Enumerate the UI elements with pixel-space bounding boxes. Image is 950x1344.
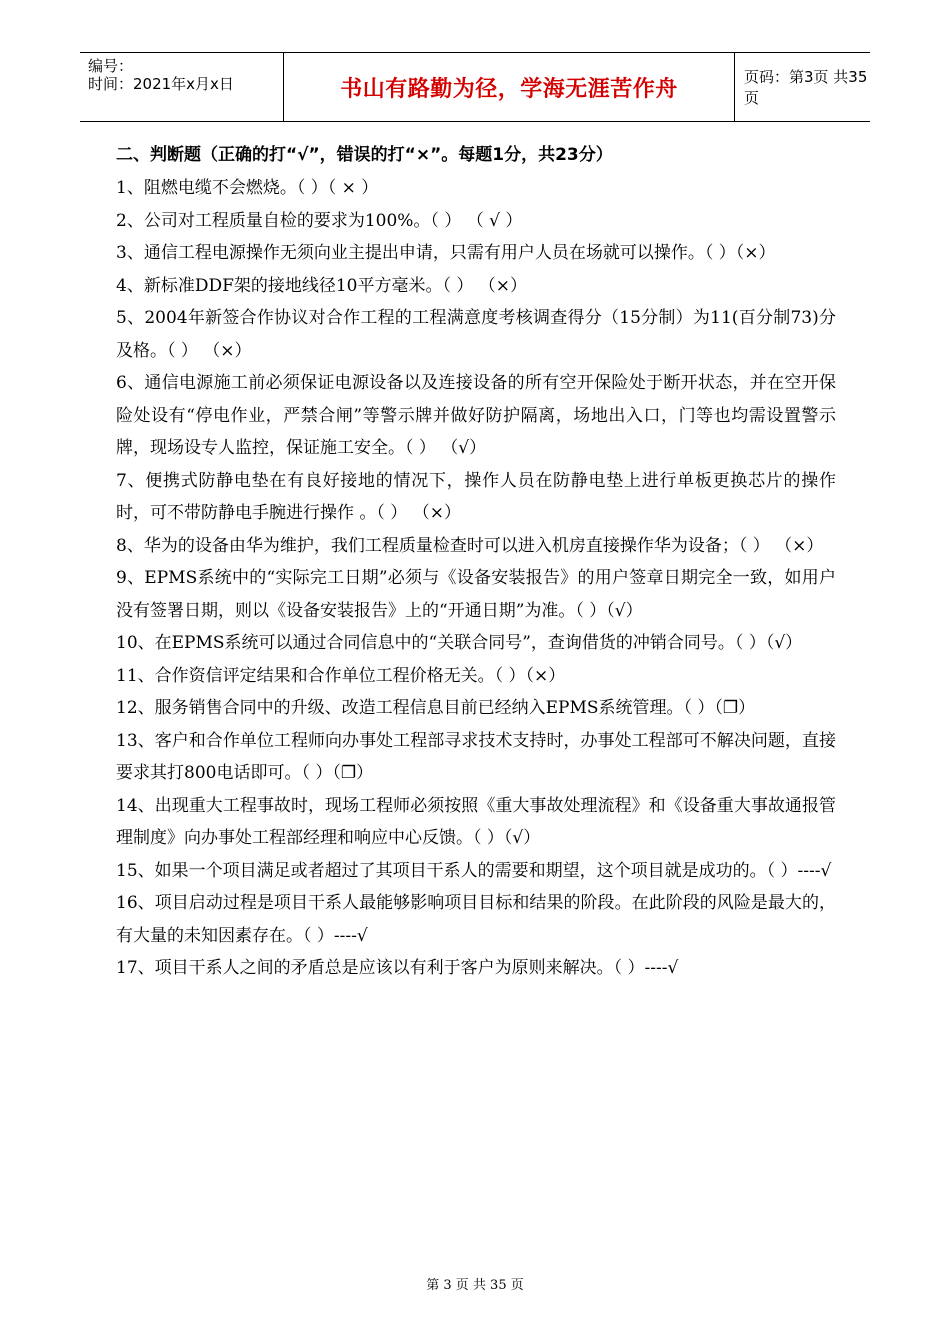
- question-item: 9、EPMS系统中的“实际完工日期”必须与《设备安装报告》的用户签章日期完全一致，如用户没有签署日期，则以《设备安装报告》上的“开通日期”为准。（ ）（√）: [116, 568, 836, 621]
- question-item: 14、出现重大工程事故时，现场工程师必须按照《重大事故处理流程》和《设备重大事故通报管理制度》向办事处工程部经理和响应中心反馈。（ ）（√）: [116, 795, 836, 848]
- header-motto-cell: [283, 53, 735, 121]
- header-meta-cell: [80, 53, 283, 121]
- section-title: 二、判断题（正确的打“√”，错误的打“×”。每题1分，共23分）: [116, 145, 613, 165]
- question-section: [116, 138, 836, 985]
- header-page-cell: [734, 53, 870, 121]
- question-item: 10、在EPMS系统可以通过合同信息中的“关联合同号”，查询借货的冲销合同号。（ ）（√）: [116, 633, 803, 653]
- question-item: 13、客户和合作单位工程师向办事处工程部寻求技术支持时，办事处工程部可不解决问题，直接要求其打800电话即可。（ ）（❐）: [116, 730, 836, 783]
- question-item: 17、项目干系人之间的矛盾总是应该以有利于客户为原则来解决。（ ）----√: [116, 958, 679, 978]
- question-item: 6、通信电源施工前必须保证电源设备以及连接设备的所有空开保险处于断开状态，并在空开保险处设有“停电作业，严禁合闸”等警示牌并做好防护隔离，场地出入口，门等也均需设置警示牌，现场设专人监控，保证施工安全。（ ） （√）: [116, 373, 836, 458]
- page-footer: 第 3 页 共 35 页: [426, 1278, 524, 1293]
- question-item: 12、服务销售合同中的升级、改造工程信息目前已经纳入EPMS系统管理。（ ）（❐）: [116, 698, 756, 718]
- page-code: 页码：第3页 共35页: [744, 68, 868, 107]
- number-label: 编号：: [88, 57, 134, 75]
- question-item: 5、2004年新签合作协议对合作工程的工程满意度考核调查得分（15分制）为11(百分制73)分及格。（ ） （×）: [116, 308, 836, 361]
- question-item: 7、便携式防静电垫在有良好接地的情况下，操作人员在防静电垫上进行单板更换芯片的操作时，可不带防静电手腕进行操作 。（ ） （×）: [116, 470, 836, 523]
- question-item: 11、合作资信评定结果和合作单位工程价格无关。（ ）（×）: [116, 665, 566, 686]
- question-item: 16、项目启动过程是项目干系人最能够影响项目目标和结果的阶段。在此阶段的风险是最大的，有大量的未知因素存在。（ ）----√: [116, 893, 836, 946]
- motto: 书山有路勤为径，学海无涯苦作舟: [340, 76, 678, 102]
- question-item: 4、新标准DDF架的接地线径10平方毫米。（ ） （×）: [116, 275, 528, 296]
- question-item: 15、如果一个项目满足或者超过了其项目干系人的需要和期望，这个项目就是成功的。（ ）----√: [116, 860, 832, 881]
- question-item: 2、公司对工程质量自检的要求为100%。（ ） （ √ ）: [116, 210, 523, 231]
- question-item: 3、通信工程电源操作无须向业主提出申请，只需有用户人员在场就可以操作。（ ）（×）: [116, 243, 776, 263]
- time-label: 时间：2021年x月x日: [88, 75, 234, 93]
- question-item: 8、华为的设备由华为维护，我们工程质量检查时可以进入机房直接操作华为设备；（ ） （×）: [116, 535, 824, 556]
- page-header: [80, 52, 870, 122]
- question-item: 1、阻燃电缆不会燃烧。（ ）（ × ）: [116, 178, 379, 198]
